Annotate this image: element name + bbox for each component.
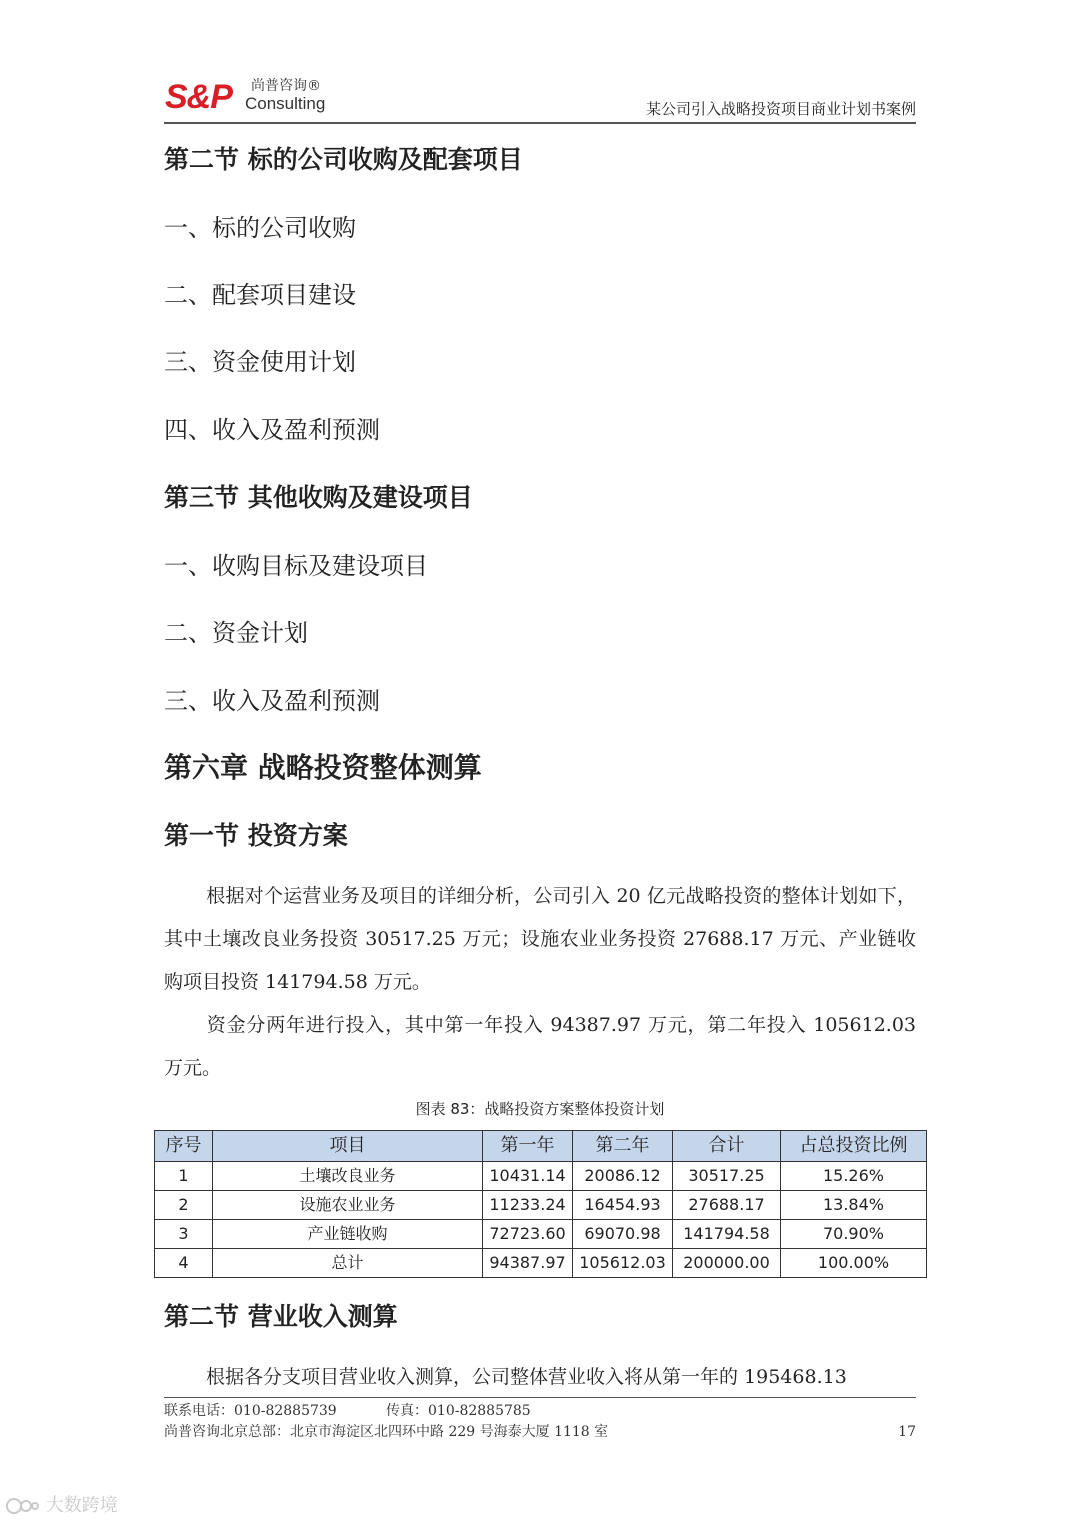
footer-fax: 传真：010-82885785 xyxy=(386,1403,531,1419)
table-cell: 3 xyxy=(155,1220,213,1249)
table-cell: 70.90% xyxy=(781,1220,927,1249)
logo-english-name: Consulting xyxy=(245,94,326,113)
paragraph-investment-schedule-text: 资金分两年进行投入，其中第一年投入 94387.97 万元，第二年投入 105612.03 万元。 xyxy=(164,1014,916,1079)
paragraph-revenue-estimation xyxy=(164,1356,916,1399)
table-cell: 设施农业业务 xyxy=(213,1191,483,1220)
table-cell: 72723.60 xyxy=(483,1220,573,1249)
column-header: 项目 xyxy=(213,1131,483,1162)
table-cell: 15.26% xyxy=(781,1162,927,1191)
heading-fund-plan: 二、资金计划 xyxy=(164,619,308,647)
heading-acquisition-targets: 一、收购目标及建设项目 xyxy=(164,552,428,580)
heading-revenue-profit-forecast: 四、收入及盈利预测 xyxy=(164,416,380,444)
table-header-row xyxy=(155,1131,927,1162)
table-row xyxy=(155,1220,927,1249)
table-cell: 16454.93 xyxy=(573,1191,673,1220)
column-header: 合计 xyxy=(673,1131,781,1162)
table-cell: 27688.17 xyxy=(673,1191,781,1220)
table-cell: 69070.98 xyxy=(573,1220,673,1249)
paragraph-investment-overview xyxy=(164,875,916,1004)
heading-section-3: 第三节 其他收购及建设项目 xyxy=(164,483,473,512)
table-cell: 10431.14 xyxy=(483,1162,573,1191)
paragraph-investment-schedule xyxy=(164,1004,916,1090)
table-caption: 图表 83：战略投资方案整体投资计划 xyxy=(415,1100,665,1118)
heading-fund-usage-plan: 三、资金使用计划 xyxy=(164,348,356,376)
heading-revenue-estimation: 第二节 营业收入测算 xyxy=(164,1302,398,1331)
logo-chinese-name: 尚普咨询® xyxy=(251,78,321,94)
footer-divider xyxy=(164,1397,916,1398)
table-cell: 94387.97 xyxy=(483,1249,573,1278)
footer-phone: 联系电话：010-82885739 xyxy=(164,1403,337,1419)
watermark-logo-icon xyxy=(6,1496,40,1516)
paragraph-investment-overview-text: 根据对个运营业务及项目的详细分析，公司引入 20 亿元战略投资的整体计划如下，其中土壤改良业务投资 30517.25 万元；设施农业业务投资 27688.17 万元、产业链收购项目投资 141794.58 万元。 xyxy=(164,885,916,993)
heading-revenue-profit-forecast-2: 三、收入及盈利预测 xyxy=(164,687,380,715)
document-title: 某公司引入战略投资项目商业计划书案例 xyxy=(645,100,916,118)
table-cell: 2 xyxy=(155,1191,213,1220)
table-cell: 200000.00 xyxy=(673,1249,781,1278)
watermark xyxy=(6,1494,118,1518)
table-cell: 30517.25 xyxy=(673,1162,781,1191)
table-cell: 1 xyxy=(155,1162,213,1191)
table-cell: 13.84% xyxy=(781,1191,927,1220)
heading-section-1-investment-plan: 第一节 投资方案 xyxy=(164,821,348,850)
page-number: 17 xyxy=(898,1424,916,1440)
table-cell: 产业链收购 xyxy=(213,1220,483,1249)
paragraph-revenue-estimation-text: 根据各分支项目营业收入测算，公司整体营业收入将从第一年的 195468.13 xyxy=(206,1366,847,1388)
header-divider xyxy=(164,122,916,124)
table-cell: 141794.58 xyxy=(673,1220,781,1249)
logo-mark: S&P xyxy=(165,78,232,116)
table-cell: 4 xyxy=(155,1249,213,1278)
column-header: 占总投资比例 xyxy=(781,1131,927,1162)
watermark-text: 大数跨境 xyxy=(45,1495,118,1516)
table-cell: 总计 xyxy=(213,1249,483,1278)
heading-chapter-6: 第六章 战略投资整体测算 xyxy=(164,751,482,784)
company-logo xyxy=(165,76,365,122)
column-header: 序号 xyxy=(155,1131,213,1162)
table-row-total xyxy=(155,1249,927,1278)
heading-section-2: 第二节 标的公司收购及配套项目 xyxy=(164,145,523,174)
column-header: 第二年 xyxy=(573,1131,673,1162)
table-cell: 11233.24 xyxy=(483,1191,573,1220)
heading-supporting-construction: 二、配套项目建设 xyxy=(164,281,356,309)
table-row xyxy=(155,1162,927,1191)
table-cell: 105612.03 xyxy=(573,1249,673,1278)
table-cell: 100.00% xyxy=(781,1249,927,1278)
table-cell: 土壤改良业务 xyxy=(213,1162,483,1191)
footer-address: 尚普咨询北京总部：北京市海淀区北四环中路 229 号海泰大厦 1118 室 xyxy=(164,1424,609,1440)
table-cell: 20086.12 xyxy=(573,1162,673,1191)
heading-target-acquisition: 一、标的公司收购 xyxy=(164,214,356,242)
investment-plan-table xyxy=(154,1130,927,1278)
table-row xyxy=(155,1191,927,1220)
column-header: 第一年 xyxy=(483,1131,573,1162)
